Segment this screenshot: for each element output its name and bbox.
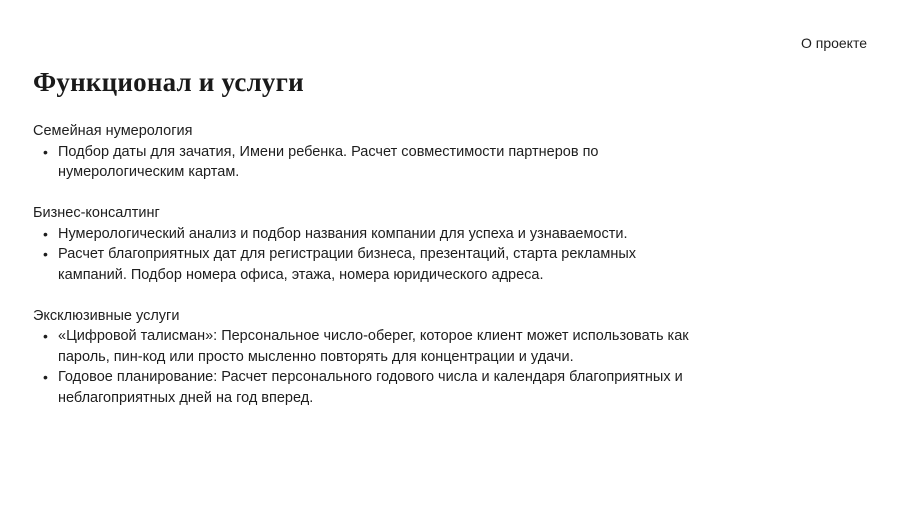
list-item-text: Расчет благоприятных дат для регистрации бизнеса, презентаций, старта рекламных кампаний. Подбор номера офиса, этажа, номера юридического адреса.: [58, 246, 637, 283]
list-item-text: Нумерологический анализ и подбор названия компании для успеха и узнаваемости.: [58, 225, 628, 242]
bullet-icon: •: [43, 143, 48, 160]
list-item-text: «Цифровой талисман»: Персональное число-оберег, которое клиент может использовать как пароль, пин-код или просто мысленно повторять для концентрации и удачи.: [58, 328, 689, 365]
section-title: Семейная нумерология: [33, 123, 193, 139]
services-content: [33, 121, 713, 429]
section-exclusive-services: [33, 306, 713, 409]
bullet-icon: •: [43, 328, 48, 344]
list-item: [33, 326, 713, 367]
bullet-icon: •: [43, 225, 48, 242]
about-project-link[interactable]: О проекте: [800, 35, 867, 51]
section-family-numerology: [33, 121, 713, 183]
page-title: Функционал и услуги: [33, 67, 304, 97]
section-title: Бизнес-консалтинг: [33, 205, 160, 221]
list-item: [33, 224, 713, 245]
section-business-consulting: [33, 203, 713, 285]
bullet-list: [33, 224, 713, 286]
list-item-text: Подбор даты для зачатия, Имени ребенка. Расчет совместимости партнеров по нумерологическим картам.: [58, 143, 599, 180]
bullet-list: [33, 142, 713, 183]
bullet-list: [33, 326, 713, 408]
bullet-icon: •: [43, 369, 48, 385]
section-title: Эксклюзивные услуги: [33, 307, 180, 324]
list-item: [33, 367, 713, 408]
list-item: [33, 142, 678, 183]
list-item: [33, 244, 678, 285]
list-item-text: Годовое планирование: Расчет персонального годового числа и календаря благоприятных и неблагоприятных дней на год вперед.: [58, 369, 683, 406]
bullet-icon: •: [43, 246, 48, 262]
